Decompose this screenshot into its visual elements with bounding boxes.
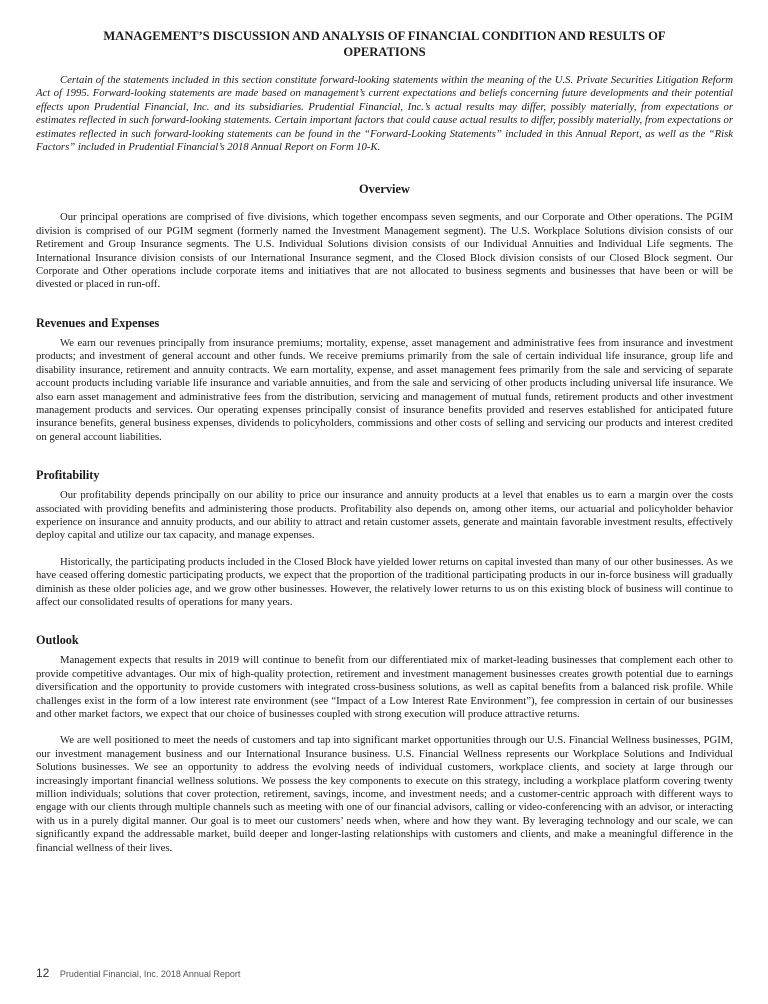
outlook-paragraph-2: We are well positioned to meet the needs of customers and tap into significant market opportunities through our U.S. Financial Wellness businesses, PGIM, our investment management business and our International Insurance business. U.S. Financial Wellness represents our Workplace Solutions and Individual Solutions businesses. We see an opportunity to address the evolving needs of individual customers, workplace clients, and society at large through our increasingly important financial wellness solutions. We possess the key components to execute on this strategy, including a workplace platform covering twenty million individuals; solutions that cover protection, retirement, savings, income, and investment needs; and a customer-centric approach with different ways to engage with our clients through multiple channels such as meeting with one of our financial advisors, calling or video-conferencing with an advisor, or interacting with us in a purely digital manner. Our goal is to meet our customers’ needs when, where and how they want. By leveraging technology and our scale, we can significantly expand the addressable market, build deeper and longer-lasting relationships with customers and clients, and make a meaningful difference in the financial wellness of their lives. bbox=[36, 734, 733, 854]
outlook-paragraph-1: Management expects that results in 2019 will continue to benefit from our differentiated mix of market-leading businesses that complement each other to provide competitive advantages. Our mix of high-quality protection, retirement and investment management businesses creates growth potential due to earnings diversification and the opportunity to provide customers with integrated cross-business solutions, as well as capital benefits from a balanced risk profile. While challenges exist in the form of a low interest rate environment (see “Impact of a Low Interest Rate Environment”), fee compression in certain of our businesses and other market factors, we expect that our choice of businesses coupled with strong execution will produce attractive returns. bbox=[36, 654, 733, 720]
page-footer bbox=[36, 964, 240, 982]
forward-looking-statement: Certain of the statements included in this section constitute forward-looking statements within the meaning of the U.S. Private Securities Litigation Reform Act of 1995. Forward-looking statements are made based on management’s current expectations and beliefs concerning future developments and their potential effects upon Prudential Financial, Inc. and its subsidiaries. Prudential Financial, Inc.’s actual results may differ, possibly materially, from expectations or estimates reflected in such forward-looking statements. Certain important factors that could cause actual results to differ, possibly materially, from expectations or estimates reflected in such forward-looking statements can be found in the “Forward-Looking Statements” included in this Annual Report, as well as the “Risk Factors” included in Prudential Financial’s 2018 Annual Report on Form 10-K. bbox=[36, 74, 733, 154]
outlook-heading: Outlook bbox=[36, 633, 79, 648]
profitability-paragraph-1: Our profitability depends principally on our ability to price our insurance and annuity products at a level that enables us to earn a margin over the costs associated with providing benefits and administering those products. Profitability also depends on, among other items, our actuarial and policyholder behavior experience on insurance and annuity products, and our ability to attract and retain customer assets, generate and maintain favorable investment results, effectively deploy capital and utilize our tax capacity, and manage expenses. bbox=[36, 489, 733, 542]
overview-heading: Overview bbox=[359, 182, 410, 197]
revenues-paragraph: We earn our revenues principally from insurance premiums; mortality, expense, asset management and administrative fees from insurance and investment products; and investment of general account and other funds. We receive premiums primarily from the sale of certain individual life insurance, group life and disability insurance, retirement and annuity contracts. We earn mortality, expense, and asset management fees primarily from the sale and servicing of separate account products including variable life insurance and variable annuities, and from the sale and servicing of other products including universal life insurance. We also earn asset management and administrative fees from the distribution, servicing and management of mutual funds, retirement products and other investment management products and services. Our operating expenses principally consist of insurance benefits provided and reserves established for anticipated future insurance benefits, general business expenses, dividends to policyholders, commissions and other costs of selling and servicing our products and interest credited on general account liabilities. bbox=[36, 336, 733, 443]
overview-paragraph: Our principal operations are comprised of five divisions, which together encompass seven segments, and our Corporate and Other operations. The PGIM division is comprised of our PGIM segment (formerly named the Investment Management segment). The U.S. Workplace Solutions division consists of our Retirement and Group Insurance segments. The U.S. Individual Solutions division consists of our Individual Annuities and Individual Life segments. The International Insurance division consists of our International Insurance segment, and the Closed Block division consists of our Closed Block segment. Our Corporate and Other operations include corporate items and initiatives that are not allocated to business segments and businesses that have been or will be divested or placed in run-off. bbox=[36, 211, 733, 291]
footer-text: Prudential Financial, Inc. 2018 Annual Report bbox=[59, 969, 241, 979]
page-title: MANAGEMENT’S DISCUSSION AND ANALYSIS OF FINANCIAL CONDITION AND RESULTS OF OPERATIONS bbox=[103, 29, 666, 59]
revenues-heading: Revenues and Expenses bbox=[36, 315, 160, 330]
profitability-paragraph-2: Historically, the participating products included in the Closed Block have yielded lower returns on capital invested than many of our other businesses. As we have ceased offering domestic participating products, we expect that the proportion of the traditional participating products in our in-force business will gradually diminish as these older policies age, and we grow other businesses. However, the relatively lower returns to us on this existing block of business will continue to affect our consolidated results of operations for many years. bbox=[36, 555, 733, 608]
document-page bbox=[36, 28, 733, 855]
profitability-heading: Profitability bbox=[36, 468, 100, 483]
page-number: 12 bbox=[36, 966, 50, 980]
